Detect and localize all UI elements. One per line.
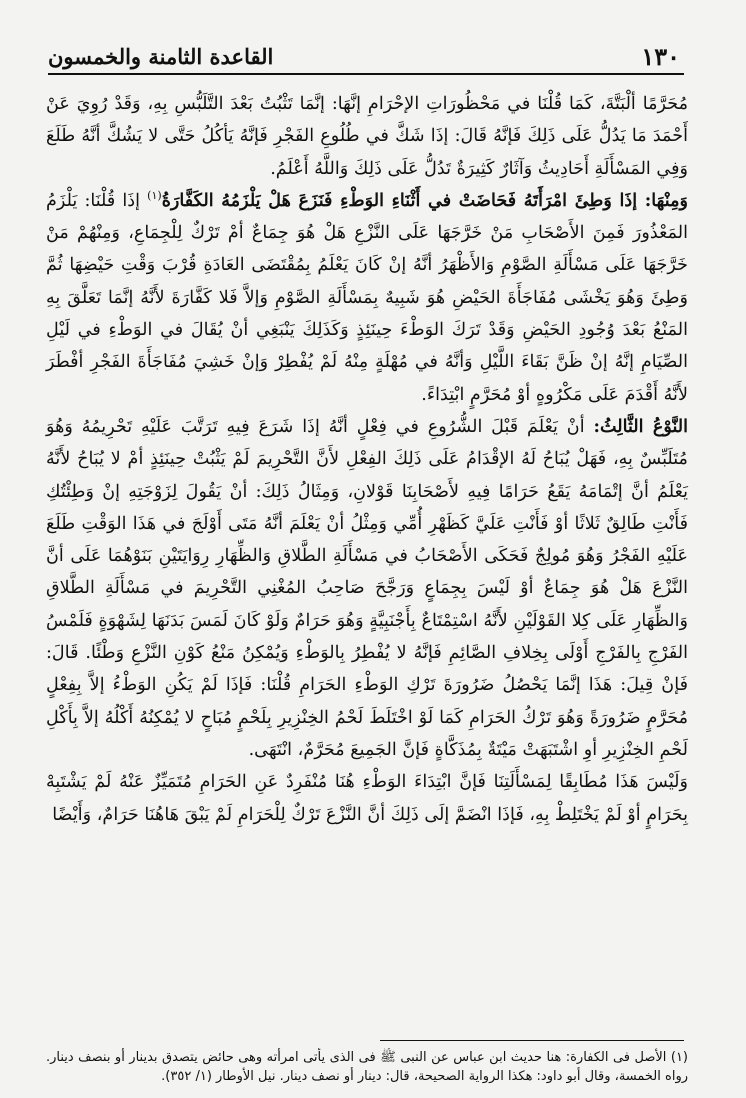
- page-header: [48, 38, 680, 74]
- paragraph-lead: النَّوْعُ الثَّالِثُ:: [593, 415, 689, 437]
- running-title: القاعدة الثامنة والخمسون: [48, 44, 274, 69]
- paragraph-lead: وَمِنْهَا: إذَا وَطِئَ امْرَأَتَهُ فَحَاضَتْ في أَثْنَاءِ الوَطْءِ فَنَزَعَ هَلْ يَلْزَمُهُ الكَفَّارَةُ: [161, 189, 688, 211]
- paragraph-text: إذَا قُلْنَا: يَلْزَمُ المَعْذُورَ فَمِنَ الأَصْحَابِ مَنْ خَرَّجَهَا عَلَى النَّزْعِ هَلْ هُوَ جِمَاعٌ أمْ تَرْكٌ لِلْجِمَاعِ، وَمِنْهُمْ مَنْ خَرَّجَهَا عَلَى مَسْأَلَةِ الصَّوْمِ وَالأَظْهَرُ أنَّهُ إنْ كَانَ يَعْلَمُ بِمُقْتَضَى العَادَةِ قُرْبَ وَقْتِ حَيْضِهَا ثُمَّ وَطِئَ وَهُوَ يَخْشَى مُفَاجَأَةَ الحَيْضِ هُوَ شَبِيهٌ بِمَسْأَلَةِ الصَّوْمِ وَإلاَّ فَلا كَفَّارَةَ لأَنَّهُ إنَّمَا تَعَلَّقَ بِهِ المَنْعُ بَعْدَ وُجُودِ الحَيْضِ وَقَدْ تَرَكَ الوَطْءَ حِينَئِذٍ وَكَذَلِكَ يَنْبَغِي أنْ يُقَالَ في الوَطْءِ في لَيْلِ الصِّيَامِ إنَّهُ إنْ ظَنَّ بَقَاءَ اللَّيْلِ وَأنَّهُ في مُهْلَةٍ مِنْهُ لَمْ يُفْطِرْ وَإنْ خَشِيَ مُفَاجَأَةَ الفَجْرِ أفْطَرَ لأَنَّهُ أَقْدَمَ عَلَى مَكْرُوهٍ أوْ مُحَرَّمٍ ابْتِدَاءً.: [46, 190, 688, 405]
- page-number: ١٣٠: [641, 42, 680, 71]
- paragraph: [46, 88, 688, 185]
- paragraph: [46, 411, 688, 766]
- paragraph: [46, 185, 688, 411]
- footnote-marker: (١): [147, 189, 162, 203]
- footnote-rule: [380, 1040, 684, 1041]
- main-text: [46, 88, 688, 831]
- paragraph: [46, 766, 688, 831]
- paragraph-text: مُحَرَّمًا ألْبَتَّةَ، كَمَا قُلْنَا في مَحْظُورَاتِ الإحْرَامِ إنَّهَا: إنَّمَا تَثْبُتُ بَعْدَ التَّلَبُّسِ بِهِ، وَقَدْ رُوِيَ عَنْ أَحْمَدَ مَا يَدُلُّ عَلَى ذَلِكَ فَإنَّهُ قَالَ: إذَا شَكَّ في طُلُوعِ الفَجْرِ فَإنَّهُ يَأكُلُ حَتَّى لا يَشُكَّ أنَّهُ طَلَعَ وَفِي المَسْأَلَةِ أَحَادِيثُ وَآثَارٌ كَثِيرَةٌ تَدُلُّ عَلَى ذَلِكَ وَاللَّهُ أَعْلَمُ.: [46, 94, 688, 179]
- paragraph-text: أنْ يَعْلَمَ قَبْلَ الشُّرُوعِ في فِعْلٍ أنَّهُ إذَا شَرَعَ فِيهِ تَرَتَّبَ عَلَيْهِ تَحْرِيمُهُ وَهُوَ مُتَلَبِّسٌ بِهِ، فَهَلْ يُبَاحُ لَهُ الإقْدَامُ عَلَى ذَلِكَ الفِعْلِ لأَنَّ التَّحْرِيمَ لَمْ يَثْبُتْ حِينَئِذٍ أمْ لا يُبَاحُ لأَنَّهُ يَعْلَمُ أنَّ إتْمَامَهُ يَقَعُ حَرَامًا فِيهِ لأَصْحَابِنَا قَوْلانِ، وَمِثَالُ ذَلِكَ: أنْ يَقُولَ لِزَوْجَتِهِ إنْ وَطِئْتُكِ فَأَنْتِ طَالِقٌ ثَلاثًا أوْ فَأَنْتِ عَلَيَّ كَظَهْرِ أُمِّي وَمِثْلُ أنْ يَعْلَمَ أنَّهُ مَتَى أَوْلَجَ في هَذَا الوَقْتِ طَلَعَ عَلَيْهِ الفَجْرُ وَهُوَ مُولِجٌ فَحَكَى الأَصْحَابُ في مَسْأَلَةِ الطَّلاقِ وَالظِّهَارِ رِوَايَتَيْنِ بَنَوْهُمَا عَلَى أنَّ النَّزْعَ هَلْ هُوَ جِمَاعٌ أوْ لَيْسَ بِجِمَاعٍ وَرَجَّحَ صَاحِبُ المُغْنِي التَّحْرِيمَ في مَسْأَلَةِ الطَّلاقِ وَالظِّهَارِ عَلَى كِلا القَوْلَيْنِ لأَنَّهُ اسْتِمْتَاعٌ بِأَجْنَبِيَّةٍ وَهُوَ حَرَامٌ وَلَوْ كَانَ لَمَسَ بَدَنَهَا لِشَهْوَةٍ فَلَمْسُ الفَرْجِ بِالفَرْجِ أَوْلَى بِخِلافِ الصَّائِمِ فَإنَّهُ لا يُفْطِرُ بِالوَطْءِ وَيُمْكِنُ مَنْعُ كَوْنِ النَّزْعِ وَطْئًا. قَالَ: فَإنْ قِيلَ: هَذَا إنَّمَا يَحْصُلُ ضَرُورَةَ تَرْكِ الوَطْءِ الحَرَامِ قُلْنَا: فَإذَا لَمْ يَكُنِ الوَطْءُ إلاَّ بِفِعْلٍ مُحَرَّمٍ ضَرُورَةً وَهُوَ تَرْكُ الحَرَامِ كَمَا لَوْ اخْتَلَطَ لَحْمُ الخِنْزِيرِ بِلَحْمٍ مُبَاحٍ لا يُمْكِنُهُ أَكْلُهُ إلاَّ بِأَكْلِ لَحْمِ الخِنْزِيرِ أوِ اشْتَبَهَتْ مَيْتَةٌ بِمُذَكَّاةٍ فَإنَّ الجَمِيعَ مُحَرَّمٌ، انْتَهَى.: [46, 416, 688, 760]
- footnote: (١) الأصل فى الكفارة: هنا حديث ابن عباس عن النبى ﷺ فى الذى يأتى امرأته وهى حائض يتصدق بدينار أو بنصف دينار. رواه الخمسة، وقال أبو داود: هكذا الرواية الصحيحة، قال: دينار أو نصف دينار. نيل الأوطار (١/ ٣٥٢).: [46, 1050, 688, 1084]
- header-rule: [48, 73, 684, 75]
- paragraph-text: وَلَيْسَ هَذَا مُطَابِقًا لِمَسْأَلَتِنَا فَإنَّ ابْتِدَاءَ الوَطْءِ هُنَا مُنْفَرِدٌ عَنِ الحَرَامِ مُتَمَيِّزٌ عَنْهُ لَمْ يَشْتَبِهْ بِحَرَامٍ أوْ لَمْ يَخْتَلِطْ بِهِ، فَإذَا انْضَمَّ إلَى ذَلِكَ أنَّ النَّزْعَ تَرْكٌ لِلْحَرَامِ لَمْ يَبْقَ هَاهُنَا حَرَامٌ، وَأَيْضًا: [46, 772, 688, 825]
